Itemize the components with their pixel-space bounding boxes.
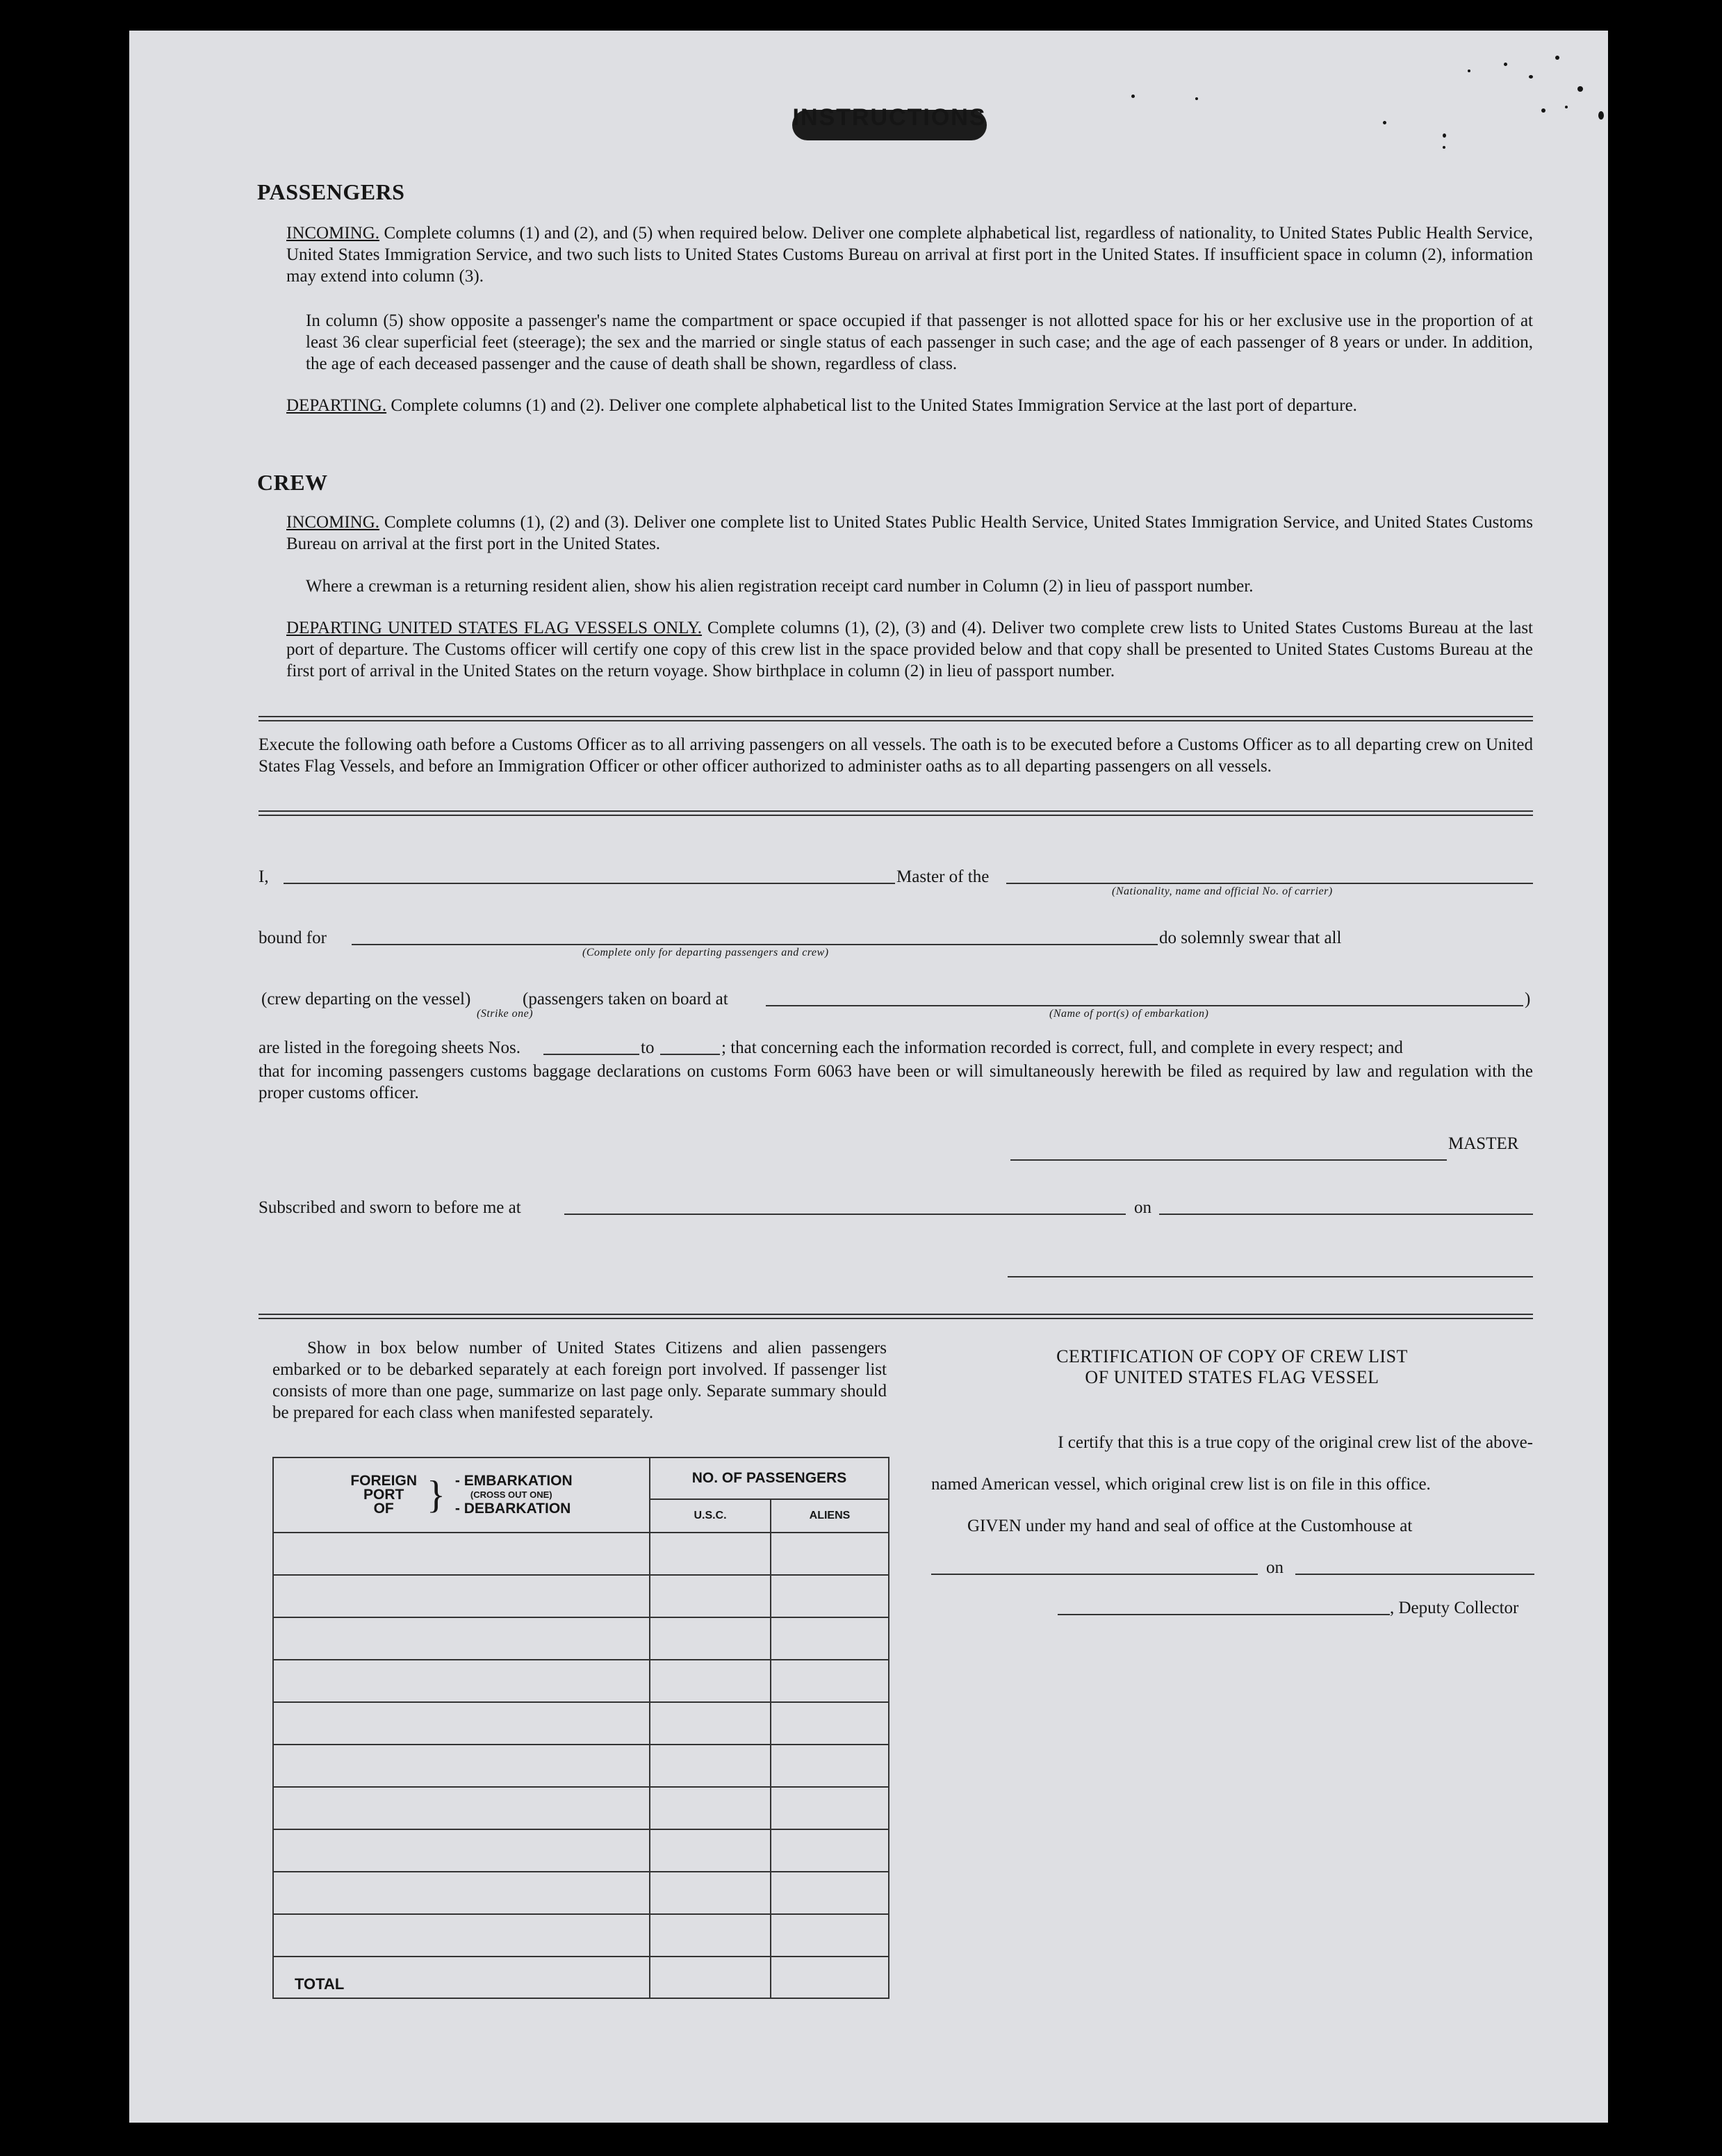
- cross-out-label: (CROSS OUT ONE): [470, 1489, 552, 1500]
- table-row: [273, 1533, 889, 1575]
- complete-only-caption: (Complete only for departing passengers and crew): [582, 947, 829, 958]
- oath-intro-text: Execute the following oath before a Customs Officer as to all arriving passengers on all vessels. The oath is to be executed before a Customs Officer as to all departing crew on United States Flag Vessels, and before an Immigration Officer or other officer authorized to administer oaths as to all departing passengers on all vessels.: [259, 735, 1533, 776]
- speck: [1565, 106, 1568, 108]
- usc-header: U.S.C.: [650, 1499, 771, 1533]
- passenger-summary-table: [272, 1457, 889, 1999]
- aliens-cell[interactable]: [771, 1787, 889, 1829]
- certification-title-line2: OF UNITED STATES FLAG VESSEL: [1085, 1367, 1379, 1387]
- sworn-on-label: on: [1134, 1198, 1151, 1217]
- certification-title-line1: CERTIFICATION OF COPY OF CREW LIST: [1056, 1346, 1408, 1366]
- speck: [1541, 108, 1545, 113]
- usc-cell[interactable]: [650, 1914, 771, 1957]
- deputy-collector-label: , Deputy Collector: [1390, 1599, 1519, 1617]
- certify-text-a: I certify that this is a true copy of the original crew list of the above-: [1058, 1433, 1533, 1452]
- nationality-caption: (Nationality, name and official No. of carrier): [1112, 885, 1333, 897]
- deputy-signature-field[interactable]: [1058, 1614, 1390, 1615]
- port-cell[interactable]: [273, 1787, 650, 1829]
- speck: [1383, 121, 1386, 124]
- aliens-cell[interactable]: [771, 1745, 889, 1787]
- crew-incoming-label: INCOMING.: [286, 513, 380, 532]
- crew-incoming-paragraph: [286, 512, 1533, 555]
- section-divider: [259, 716, 1533, 721]
- crew-incoming-text: Complete columns (1), (2) and (3). Deliver one complete list to United States Public Health Service, United States Immigration Service, and United States Customs Bureau on arrival at the first port in the United States.: [286, 513, 1534, 553]
- customhouse-field[interactable]: [931, 1574, 1258, 1575]
- listed-text-b: ; that concerning each the information recorded is correct, full, and complete in every respect; and: [721, 1038, 1403, 1057]
- crew-departing-paragraph: [286, 617, 1533, 682]
- table-row: [273, 1829, 889, 1872]
- listed-text-a: are listed in the foregoing sheets Nos.: [259, 1038, 520, 1057]
- speck: [1195, 97, 1198, 100]
- speck: [1443, 146, 1445, 149]
- section-divider: [259, 1314, 1533, 1319]
- oath-i-label: I,: [259, 867, 269, 886]
- speck: [1443, 133, 1446, 138]
- sheet-from-field[interactable]: [543, 1054, 639, 1055]
- passengers-departing-paragraph: [286, 395, 1533, 416]
- port-cell[interactable]: [273, 1575, 650, 1617]
- no-passengers-header: NO. OF PASSENGERS: [650, 1457, 889, 1499]
- sheet-to-field[interactable]: [660, 1054, 720, 1055]
- table-row: [273, 1660, 889, 1702]
- passengers-heading: PASSENGERS: [257, 179, 405, 204]
- instructions-title: INSTRUCTIONS: [792, 104, 987, 131]
- passengers-incoming-paragraph: [286, 222, 1533, 287]
- carrier-field[interactable]: [1006, 883, 1533, 884]
- table-row: [273, 1575, 889, 1617]
- listed-to-label: to: [641, 1038, 655, 1057]
- total-usc-cell[interactable]: [650, 1957, 771, 1998]
- passengers-departing-text: Complete columns (1) and (2). Deliver one complete alphabetical list to the United States Immigration Service at the last port of departure.: [391, 396, 1357, 415]
- passengers-taken-option: (passengers taken on board at: [523, 990, 728, 1008]
- officer-signature-field[interactable]: [1008, 1276, 1533, 1277]
- port-cell[interactable]: [273, 1745, 650, 1787]
- port-cell[interactable]: [273, 1533, 650, 1575]
- speck: [1555, 56, 1559, 60]
- master-label: MASTER: [1448, 1134, 1519, 1153]
- speck: [1504, 63, 1507, 66]
- aliens-cell[interactable]: [771, 1914, 889, 1957]
- certify-text-b: named American vessel, which original crew list is on file in this office.: [931, 1475, 1431, 1494]
- port-cell[interactable]: [273, 1829, 650, 1872]
- foreign-label: FOREIGN: [350, 1473, 417, 1489]
- aliens-cell[interactable]: [771, 1617, 889, 1660]
- aliens-cell[interactable]: [771, 1533, 889, 1575]
- table-row: [273, 1702, 889, 1745]
- of-label: OF: [373, 1501, 394, 1517]
- port-cell[interactable]: [273, 1660, 650, 1702]
- usc-cell[interactable]: [650, 1829, 771, 1872]
- table-row: [273, 1872, 889, 1914]
- speck: [1131, 95, 1135, 98]
- usc-cell[interactable]: [650, 1745, 771, 1787]
- usc-cell[interactable]: [650, 1533, 771, 1575]
- usc-cell[interactable]: [650, 1702, 771, 1745]
- master-name-field[interactable]: [284, 883, 895, 884]
- box-instructions: Show in box below number of United States Citizens and alien passengers embarked or to be debarked separately at each foreign port involved. If passenger list consists of more than one page, summarize on last page only. Separate summary should be prepared for each class when manifested separately.: [272, 1339, 887, 1422]
- speck: [1468, 70, 1470, 72]
- bound-for-field[interactable]: [352, 944, 1158, 945]
- sworn-date-field[interactable]: [1159, 1214, 1533, 1215]
- subscribed-text: Subscribed and sworn to before me at: [259, 1198, 521, 1217]
- debarkation-label: - DEBARKATION: [454, 1501, 571, 1517]
- certification-date-field[interactable]: [1295, 1574, 1534, 1575]
- passengers-incoming-text: Complete columns (1) and (2), and (5) when required below. Deliver one complete alphabetical list, regardless of nationality, to United States Public Health Service, United States Immigration Service, and two such lists to United States Customs Bureau on arrival at first port in the United States. If insufficient space in column (2), information may extend into column (3).: [286, 224, 1534, 286]
- usc-cell[interactable]: [650, 1575, 771, 1617]
- aliens-header: ALIENS: [771, 1499, 889, 1533]
- solemnly-swear-text: do solemnly swear that all: [1159, 929, 1342, 947]
- certification-on-label: on: [1266, 1558, 1284, 1577]
- usc-cell[interactable]: [650, 1617, 771, 1660]
- port-cell[interactable]: [273, 1914, 650, 1957]
- brace-icon: }: [427, 1473, 445, 1517]
- usc-cell[interactable]: [650, 1787, 771, 1829]
- usc-cell[interactable]: [650, 1872, 771, 1914]
- table-row: [273, 1914, 889, 1957]
- listed-text-rest: that for incoming passengers customs baggage declarations on customs Form 6063 have been or will simultaneously herewith be filed as required by law and regulation with the proper customs officer.: [259, 1062, 1533, 1102]
- strike-one-caption: (Strike one): [477, 1008, 534, 1020]
- table-row: [273, 1617, 889, 1660]
- aliens-cell[interactable]: [771, 1829, 889, 1872]
- aliens-cell[interactable]: [771, 1702, 889, 1745]
- speck: [1529, 75, 1533, 79]
- name-of-port-caption: (Name of port(s) of embarkation): [1049, 1008, 1209, 1020]
- sworn-at-field[interactable]: [564, 1214, 1126, 1215]
- total-aliens-cell[interactable]: [771, 1957, 889, 1998]
- crew-departing-label: DEPARTING UNITED STATES FLAG VESSELS ONLY.: [286, 619, 703, 637]
- crew-heading: CREW: [257, 470, 328, 495]
- table-row: [273, 1787, 889, 1829]
- master-of-the-label: Master of the: [896, 867, 990, 886]
- port-cell[interactable]: [273, 1702, 650, 1745]
- master-signature-field[interactable]: [1010, 1159, 1447, 1161]
- aliens-cell[interactable]: [771, 1575, 889, 1617]
- port-label: PORT: [363, 1487, 404, 1503]
- total-label: TOTAL: [273, 1957, 650, 1998]
- speck: [1577, 86, 1583, 92]
- passengers-departing-label: DEPARTING.: [286, 396, 387, 415]
- usc-cell[interactable]: [650, 1660, 771, 1702]
- close-paren: ): [1525, 990, 1531, 1008]
- crew-departing-option: (crew departing on the vessel): [261, 990, 471, 1008]
- port-cell[interactable]: [273, 1617, 650, 1660]
- table-row: [273, 1745, 889, 1787]
- crew-resident-text: Where a crewman is a returning resident alien, show his alien registration receipt card number in Column (2) in lieu of passport number.: [306, 577, 1254, 596]
- speck: [1598, 111, 1604, 120]
- passengers-incoming-label: INCOMING.: [286, 224, 380, 243]
- embarkation-label: - EMBARKATION: [454, 1473, 573, 1489]
- aliens-cell[interactable]: [771, 1872, 889, 1914]
- given-text: GIVEN under my hand and seal of office at the Customhouse at: [967, 1517, 1413, 1535]
- port-of-embarkation-field[interactable]: [766, 1005, 1523, 1006]
- passengers-column5-text: In column (5) show opposite a passenger's name the compartment or space occupied if that passenger is not allotted space for his or her exclusive use in the proportion of at least 36 clear superficial feet (steerage); the sex and the married or single status of each passenger in such case; and the age of each passenger of 8 years or under. In addition, the age of each deceased passenger and the cause of death shall be shown, regardless of class.: [306, 311, 1533, 373]
- section-divider: [259, 810, 1533, 816]
- port-cell[interactable]: [273, 1872, 650, 1914]
- bound-for-label: bound for: [259, 929, 327, 947]
- aliens-cell[interactable]: [771, 1660, 889, 1702]
- crew-departing-text: Complete columns (1), (2), (3) and (4). Deliver two complete crew lists to United States Customs Bureau at the last port of departure. The Customs officer will certify one copy of this crew list in the space provided below and that copy shall be presented to United States Customs Bureau at the first port of arrival in the United States on the return voyage. Show birthplace in column (2) in lieu of passport number.: [286, 619, 1534, 680]
- port-header-cell: [273, 1457, 650, 1533]
